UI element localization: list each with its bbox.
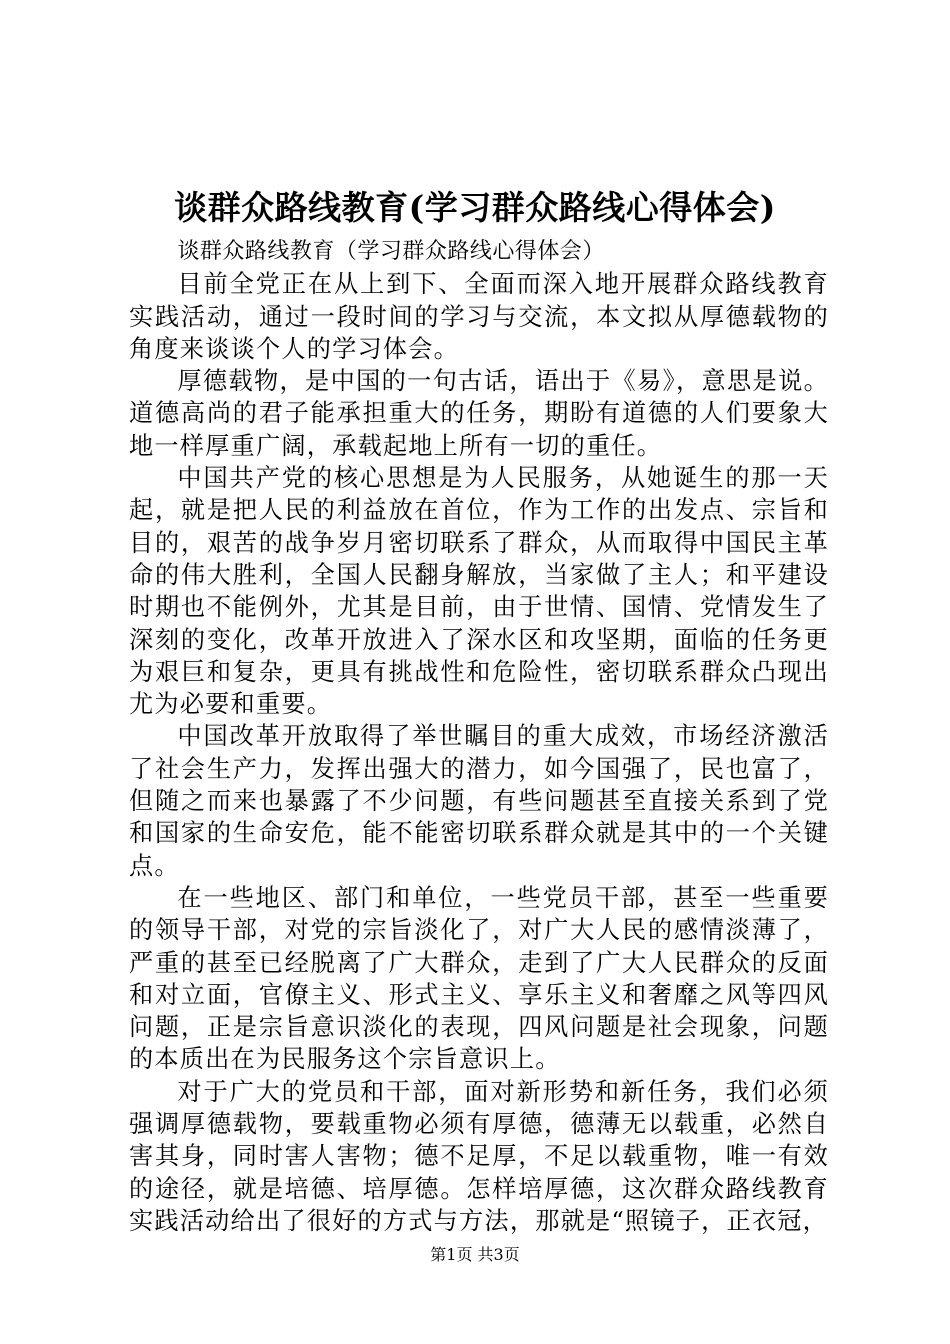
paragraph: 中国共产党的核心思想是为人民服务，从她诞生的那一天起，就是把人民的利益放在首位，作为工作的出发点、宗旨和目的，艰苦的战争岁月密切联系了群众，从而取得中国民主革命的伟大胜利，全国人民翻身解放，当家做了主人；和平建设时期也不能例外，尤其是目前，由于世情、国情、党情发生了深刻的变化，改革开放进入了深水区和攻坚期，面临的任务更为艰巨和复杂，更具有挑战性和危险性，密切联系群众凸现出尤为必要和重要。 xyxy=(129,464,829,719)
document-body xyxy=(129,236,829,1237)
paragraph: 目前全党正在从上到下、全面而深入地开展群众路线教育实践活动，通过一段时间的学习与交流，本文拟从厚德载物的角度来谈谈个人的学习体会。 xyxy=(129,270,829,363)
paragraph: 中国改革开放取得了举世瞩目的重大成效，市场经济激活了社会生产力，发挥出强大的潜力，如今国强了，民也富了，但随之而来也暴露了不少问题，有些问题甚至直接关系到了党和国家的生命安危，能不能密切联系群众就是其中的一个关键点。 xyxy=(129,722,829,880)
paragraph: 在一些地区、部门和单位，一些党员干部，甚至一些重要的领导干部，对党的宗旨淡化了，对广大人民的感情淡薄了，严重的甚至已经脱离了广大群众，走到了广大人民群众的反面和对立面，官僚主义、形式主义、享乐主义和奢靡之风等四风问题，正是宗旨意识淡化的表现，四风问题是社会现象，问题的本质出在为民服务这个宗旨意识上。 xyxy=(129,883,829,1074)
document-title: 谈群众路线教育(学习群众路线心得体会) xyxy=(174,188,776,227)
page-number-footer: 第1页 共3页 xyxy=(430,1245,520,1264)
paragraph: 厚德载物，是中国的一句古话，语出于《易》，意思是说。道德高尚的君子能承担重大的任务，期盼有道德的人们要象大地一样厚重广阔，承载起地上所有一切的重任。 xyxy=(129,367,829,460)
paragraph: 对于广大的党员和干部，面对新形势和新任务，我们必须强调厚德载物，要载重物必须有厚德，德薄无以载重，必然自害其身，同时害人害物；德不足厚，不足以载重物，唯一有效的途径，就是培德、培厚德。怎样培厚德，这次群众路线教育实践活动给出了很好的方式与方法，那就是“照镜子，正衣冠， xyxy=(129,1077,829,1235)
document-subtitle: 谈群众路线教育（学习群众路线心得体会） xyxy=(177,239,605,264)
